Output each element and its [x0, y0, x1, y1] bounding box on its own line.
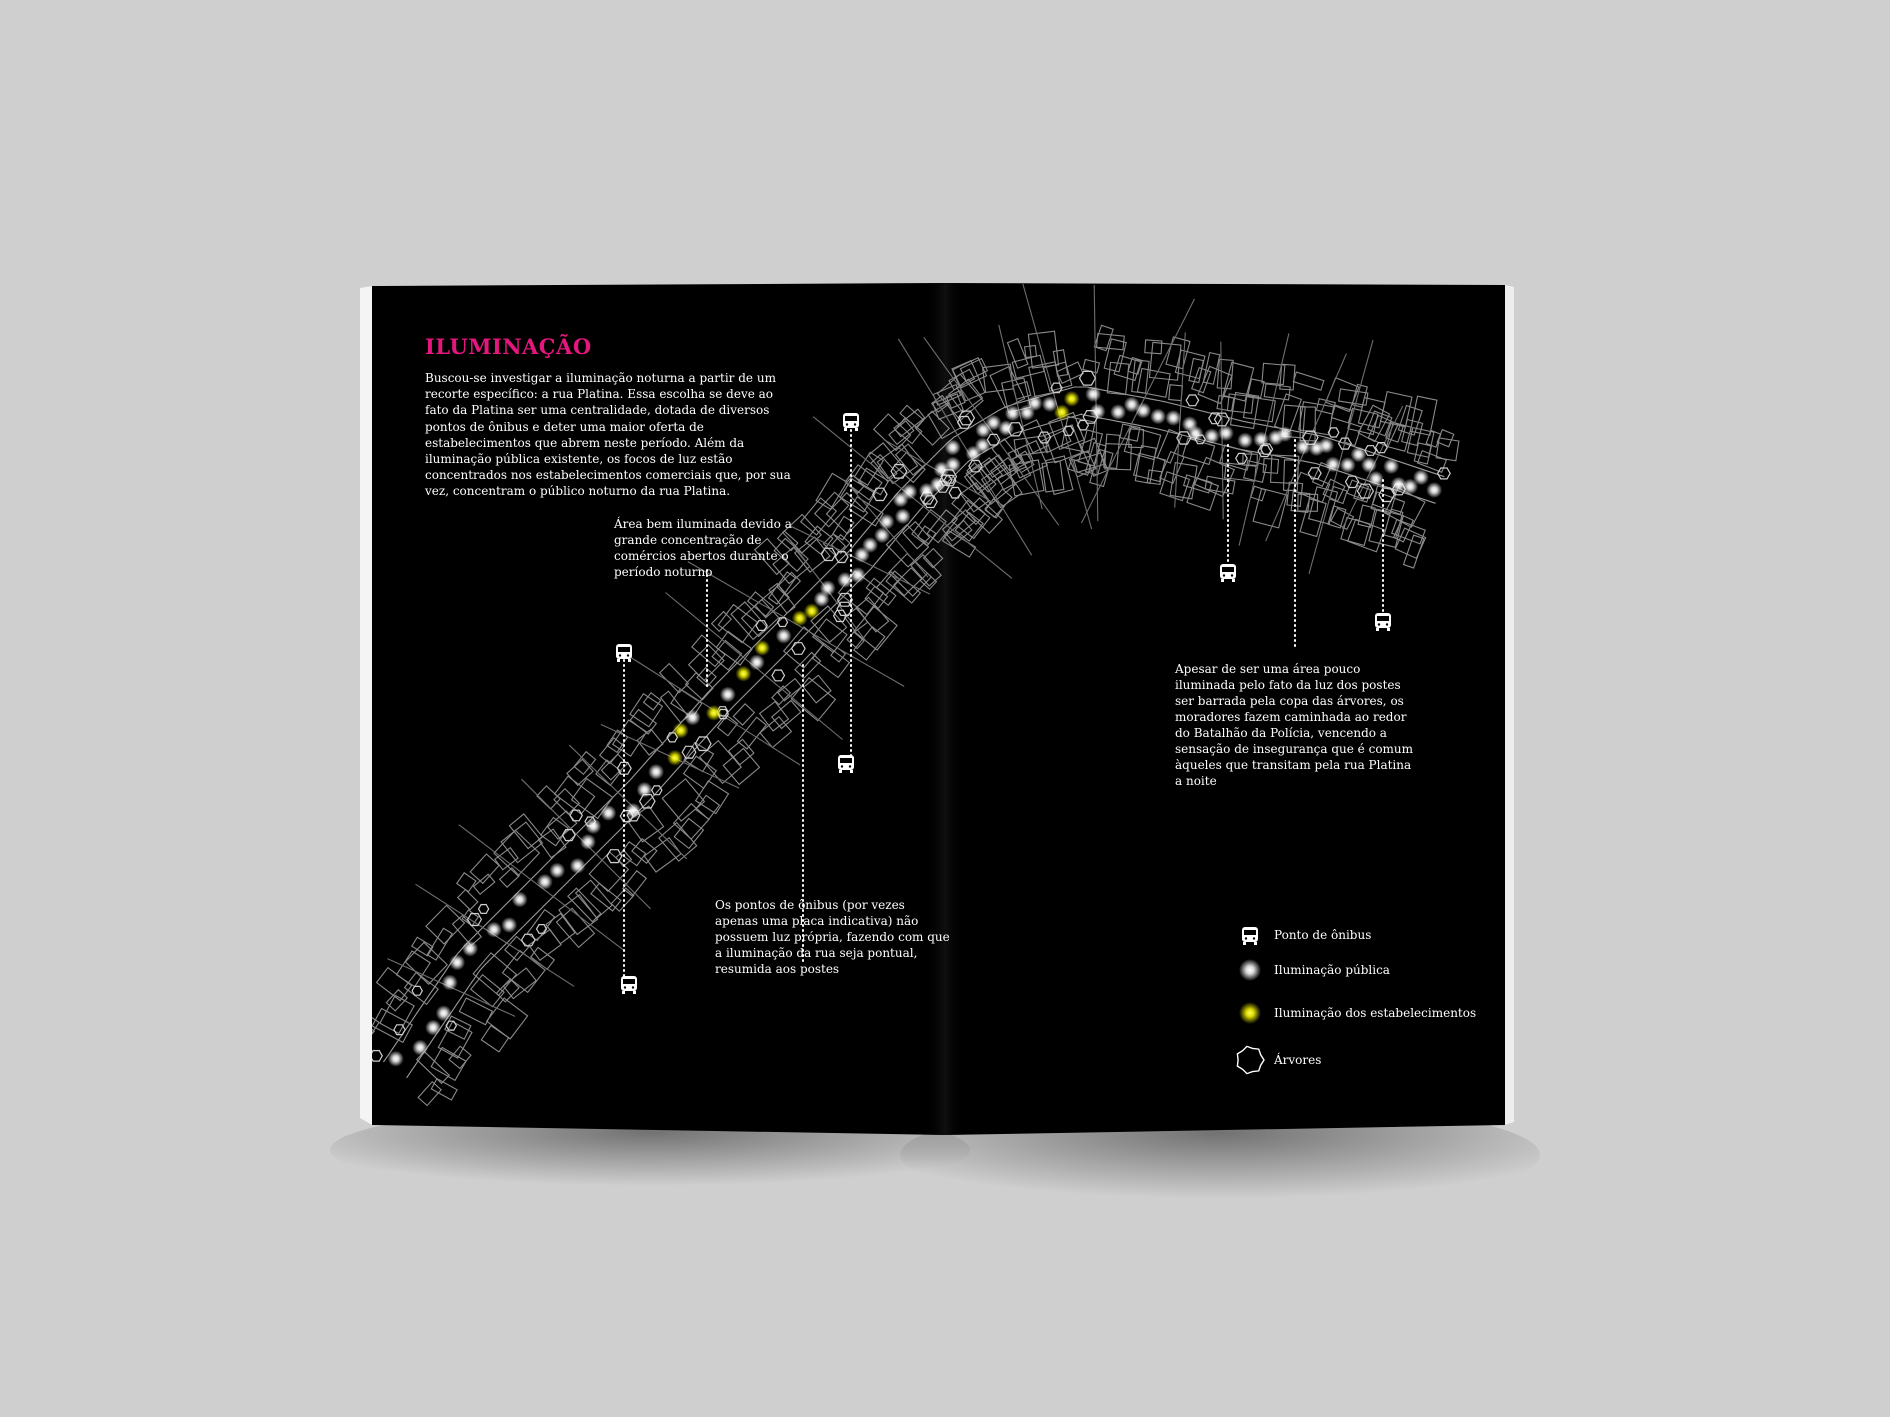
public-light	[1237, 432, 1253, 448]
public-light	[600, 805, 616, 821]
public-light	[1085, 386, 1101, 402]
business-light	[754, 640, 770, 656]
public-light	[580, 834, 596, 850]
public-light	[1165, 410, 1181, 426]
public-light	[749, 654, 765, 670]
business-light	[673, 723, 689, 739]
public-light	[975, 438, 991, 454]
legend-label-bus-stop: Ponto de ônibus	[1274, 928, 1372, 942]
public-light	[462, 941, 478, 957]
public-light	[1135, 403, 1151, 419]
public-light	[685, 710, 701, 726]
left-page-edge	[360, 286, 372, 1125]
public-light	[537, 874, 553, 890]
public-light	[1150, 408, 1166, 424]
public-light	[879, 514, 895, 530]
annotation-well-lit: Área bem iluminada devido a grande concentração de comércios abertos durante o período noturno	[614, 517, 792, 579]
public-light	[1110, 404, 1126, 420]
public-light	[1361, 457, 1377, 473]
annotation-trees: Apesar de ser uma área pouco iluminada pelo fato da luz dos postes ser barrada pela copa das árvores, os moradores fazem caminhada ao redor do Batalhão da Polícia, vencendo a sensação de insegurança que é comum àqueles que transitam pela rua Platina a noite	[1175, 662, 1414, 788]
public-light	[388, 1051, 404, 1067]
public-light	[585, 818, 601, 834]
public-light	[1218, 425, 1234, 441]
public-light	[501, 917, 517, 933]
public-light	[850, 567, 866, 583]
public-light	[1253, 431, 1269, 447]
public-light	[570, 858, 586, 874]
legend-label-public-light: Iluminação pública	[1274, 963, 1390, 977]
page-title: ILUMINAÇÃO	[425, 334, 592, 359]
public-light	[549, 863, 565, 879]
public-light	[776, 628, 792, 644]
public-light	[1027, 395, 1043, 411]
legend-business-light-icon	[1239, 1002, 1261, 1024]
right-page-edge	[1505, 285, 1514, 1125]
public-light	[425, 1020, 441, 1036]
public-light	[1005, 405, 1021, 421]
business-light	[667, 750, 683, 766]
public-light	[648, 764, 664, 780]
public-light	[412, 1040, 428, 1056]
business-light	[1054, 404, 1070, 420]
legend-label-business-light: Iluminação dos estabelecimentos	[1274, 1006, 1477, 1020]
public-light	[945, 457, 961, 473]
public-light	[720, 687, 736, 703]
public-light	[820, 580, 836, 596]
public-light	[512, 892, 528, 908]
public-light	[1413, 469, 1429, 485]
public-light	[625, 803, 641, 819]
public-light	[1325, 456, 1341, 472]
business-light	[736, 666, 752, 682]
public-light	[1368, 471, 1384, 487]
public-light	[637, 782, 653, 798]
public-light	[945, 439, 961, 455]
public-light	[874, 527, 890, 543]
public-light	[1318, 438, 1334, 454]
public-light	[1090, 404, 1106, 420]
public-light	[442, 975, 458, 991]
public-light	[998, 420, 1014, 436]
public-light	[486, 922, 502, 938]
legend-label-trees: Árvores	[1274, 1053, 1322, 1067]
business-light	[1064, 391, 1080, 407]
intro-paragraph: Buscou-se investigar a iluminação noturna a partir de um recorte específico: a rua Platina. Essa escolha se deve ao fato da Platina ser uma centralidade, dotada de diversos pontos de ônibus e deter uma maior oferta de estabelecimentos que abrem neste período. Além da iluminação pública existente, os focos de luz estão concentrados nos estabelecimentos comerciais que, por sua vez, concentram o público noturno da rua Platina.	[425, 371, 791, 499]
public-light	[901, 484, 917, 500]
public-light	[1277, 426, 1293, 442]
business-light	[706, 705, 722, 721]
public-light	[895, 508, 911, 524]
public-light	[1383, 458, 1399, 474]
spine	[925, 283, 965, 1135]
public-light	[1188, 426, 1204, 442]
public-light	[436, 1005, 452, 1021]
public-light	[1204, 428, 1220, 444]
public-light	[1426, 482, 1442, 498]
annotation-bus-stops: Os pontos de ônibus (por vezes apenas uma placa indicativa) não possuem luz própria, fazendo com que a iluminação da rua seja pontual, resumida aos postes	[715, 898, 950, 976]
legend-public-light-icon	[1239, 959, 1261, 981]
public-light	[449, 954, 465, 970]
public-light	[930, 477, 946, 493]
